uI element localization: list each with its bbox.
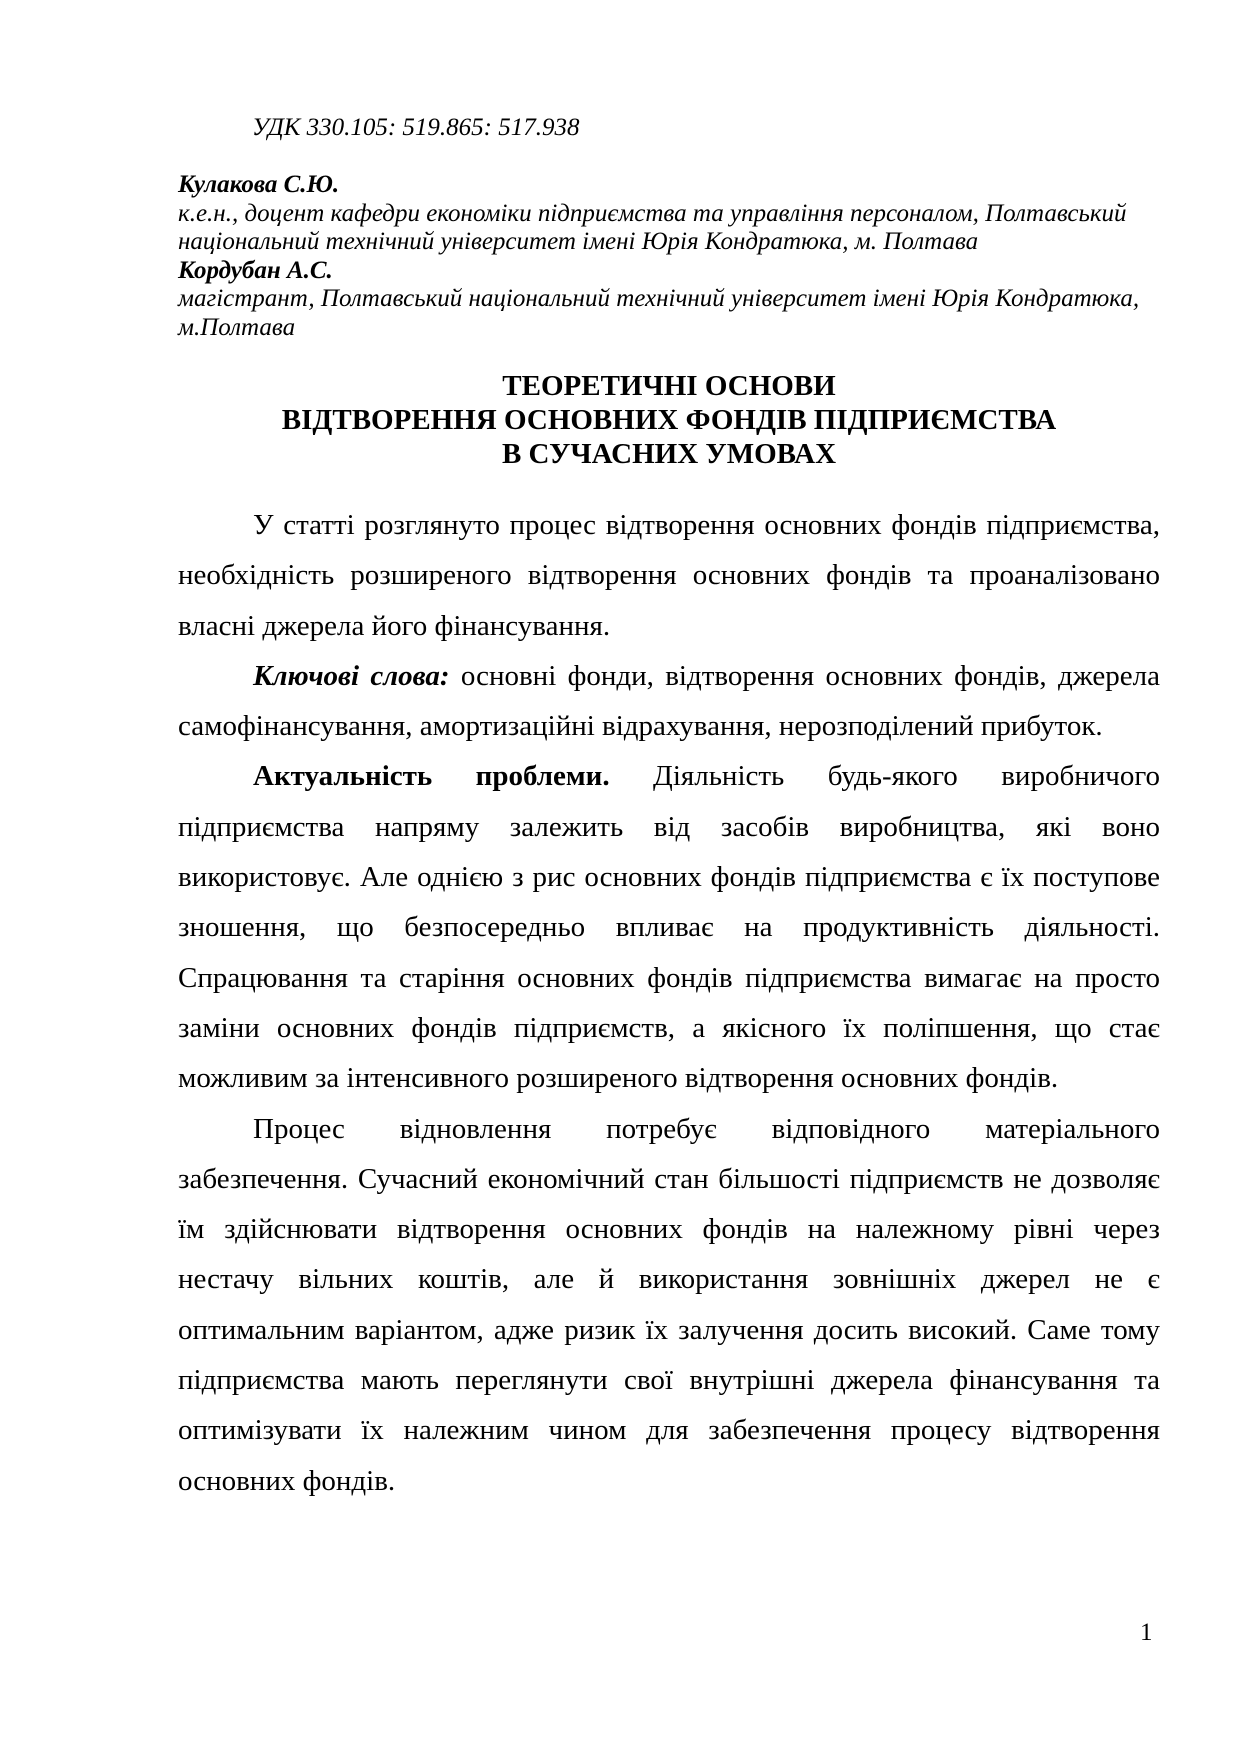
line-text: Процес відновлення потребує відповідного матеріального (253, 1112, 1160, 1145)
text-line (178, 601, 1160, 651)
keywords-label: Ключові слова: (253, 659, 450, 692)
line-text: Спрацювання та старіння основних фондів підприємства вимагає на просто (178, 961, 1160, 994)
line-text: самофінансування, амортизаційні відрахування, нерозподілений прибуток. (178, 710, 1103, 743)
text-line (178, 852, 1160, 902)
line-text: забезпечення. Сучасний економічний стан більшості підприємств не дозволяє (178, 1162, 1160, 1195)
author-name: Кулакова С.Ю. (178, 171, 340, 198)
line-text: оптимальним варіантом, адже ризик їх залучення досить високий. Саме тому (178, 1313, 1160, 1346)
line-text: необхідність розширеного відтворення основних фондів та проаналізовано (178, 559, 1160, 592)
text-line (178, 1405, 1160, 1455)
line-text: підприємства напряму залежить від засобів виробництва, які воно (178, 810, 1160, 843)
text-line (178, 1154, 1160, 1204)
line-text: їм здійснювати відтворення основних фондів на належному рівні через (178, 1213, 1160, 1246)
text-line (178, 751, 1160, 801)
paragraph (178, 500, 1160, 651)
article-body (178, 500, 1160, 1506)
text-line (178, 953, 1160, 1003)
text-line (178, 500, 1160, 550)
line-text: У статті розглянуто процес відтворення основних фондів підприємства, (253, 509, 1160, 541)
text-line (178, 1254, 1160, 1304)
article-title (178, 369, 1160, 471)
line-text: оптимізувати їх належним чином для забезпечення процесу відтворення (178, 1414, 1160, 1447)
author-affiliation: національний технічний університет імені Юрія Кондратюка, м. Полтава (178, 228, 979, 255)
text-line (178, 1053, 1160, 1103)
text-line (178, 1104, 1160, 1154)
udk-code: УДК 330.105: 519.865: 517.938 (252, 114, 580, 141)
text-line (178, 1456, 1160, 1506)
text-line (178, 1003, 1160, 1053)
line-text: основних фондів. (178, 1464, 396, 1497)
line-text: нестачу вільних коштів, але й використання зовнішніх джерел не є (178, 1263, 1160, 1296)
title-line: В СУЧАСНИХ УМОВАХ (501, 438, 837, 470)
line-text: підприємства мають переглянути свої внутрішні джерела фінансування та (178, 1364, 1160, 1397)
author-affiliation: магістрант, Полтавський національний технічний університет імені Юрія Кондратюка, (178, 285, 1140, 312)
line-text: власні джерела його фінансування. (178, 609, 611, 642)
paragraph (178, 651, 1160, 752)
author-affiliation: к.е.н., доцент кафедри економіки підприємства та управління персоналом, Полтавський (178, 199, 1127, 227)
author-name: Кордубан А.С. (178, 256, 333, 284)
title-line: ВІДТВОРЕННЯ ОСНОВНИХ ФОНДІВ ПІДПРИЄМСТВА (281, 404, 1057, 436)
page-number: 1 (1140, 1619, 1153, 1646)
text-line (178, 1355, 1160, 1405)
paragraph (178, 1104, 1160, 1506)
line-text: використовує. Але однією з рис основних фондів підприємства є їх поступове (178, 861, 1160, 894)
section-heading: Актуальність проблеми. (253, 760, 610, 793)
text-line (178, 651, 1160, 701)
text-line (178, 701, 1160, 751)
author-affiliation: м.Полтава (178, 313, 296, 341)
authors-block (178, 171, 1168, 342)
line-text: заміни основних фондів підприємств, а якісного їх поліпшення, що стає (178, 1011, 1160, 1044)
line-text: основні фонди, відтворення основних фондів, джерела (449, 659, 1160, 692)
title-line: ТЕОРЕТИЧНІ ОСНОВИ (502, 370, 836, 402)
text-line (178, 550, 1160, 600)
text-line (178, 902, 1160, 952)
text-line (178, 1305, 1160, 1355)
line-text: можливим за інтенсивного розширеного відтворення основних фондів. (178, 1062, 1059, 1095)
line-text: Діяльність будь-якого виробничого (609, 760, 1161, 793)
text-line (178, 802, 1160, 852)
text-line (178, 1204, 1160, 1254)
paragraph (178, 751, 1160, 1103)
line-text: зношення, що безпосередньо впливає на продуктивність діяльності. (178, 911, 1160, 944)
